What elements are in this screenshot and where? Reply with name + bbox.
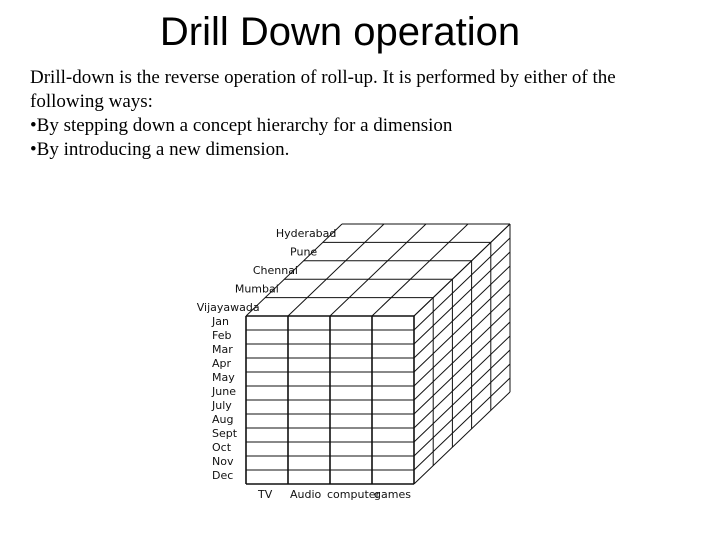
side-receding-line xyxy=(414,364,510,456)
city-label: Mumbai xyxy=(234,282,279,296)
top-receding-line xyxy=(330,224,426,316)
bullet-step-down-text: By stepping down a concept hierarchy for a dimension xyxy=(36,115,453,136)
side-receding-line xyxy=(414,266,510,358)
cube-labels xyxy=(197,227,411,501)
side-receding-line xyxy=(414,238,510,330)
slide-title: Drill Down operation xyxy=(159,10,521,54)
city-label: Hyderabad xyxy=(275,227,337,241)
side-receding-line xyxy=(414,224,510,316)
side-receding-line xyxy=(414,336,510,428)
side-receding-line xyxy=(414,308,510,400)
month-label: Sept xyxy=(212,427,238,440)
side-receding-line xyxy=(414,378,510,470)
month-label: Dec xyxy=(212,469,234,482)
city-label: Pune xyxy=(290,245,318,259)
cube-grid-lines xyxy=(246,224,510,484)
month-label: Aug xyxy=(212,413,234,426)
month-label: Feb xyxy=(212,329,232,342)
month-label: Mar xyxy=(212,343,233,356)
body-line-1: Drill-down is the reverse operation of roll-up. It is performed by either of the xyxy=(30,67,616,88)
month-label: Oct xyxy=(212,441,232,454)
month-label: Nov xyxy=(212,455,234,468)
side-receding-line xyxy=(414,294,510,386)
item-label: TV xyxy=(258,488,273,501)
item-label: Audio xyxy=(290,488,322,501)
side-receding-line xyxy=(414,280,510,372)
body-line-2: following ways: xyxy=(30,91,153,112)
month-label: July xyxy=(212,399,232,412)
side-receding-line xyxy=(414,322,510,414)
side-receding-line xyxy=(414,350,510,442)
item-label: games xyxy=(374,488,411,501)
side-receding-line xyxy=(414,392,510,484)
month-label: May xyxy=(212,371,235,384)
city-label: Chennai xyxy=(252,264,298,277)
item-label: computer xyxy=(327,488,381,501)
month-label: Apr xyxy=(212,357,232,370)
month-label: June xyxy=(212,385,236,398)
top-receding-line xyxy=(372,224,468,316)
bullet-new-dimension-text: By introducing a new dimension. xyxy=(36,139,290,160)
city-label: Vijayawada xyxy=(196,300,260,314)
month-label: Jan xyxy=(212,315,229,328)
